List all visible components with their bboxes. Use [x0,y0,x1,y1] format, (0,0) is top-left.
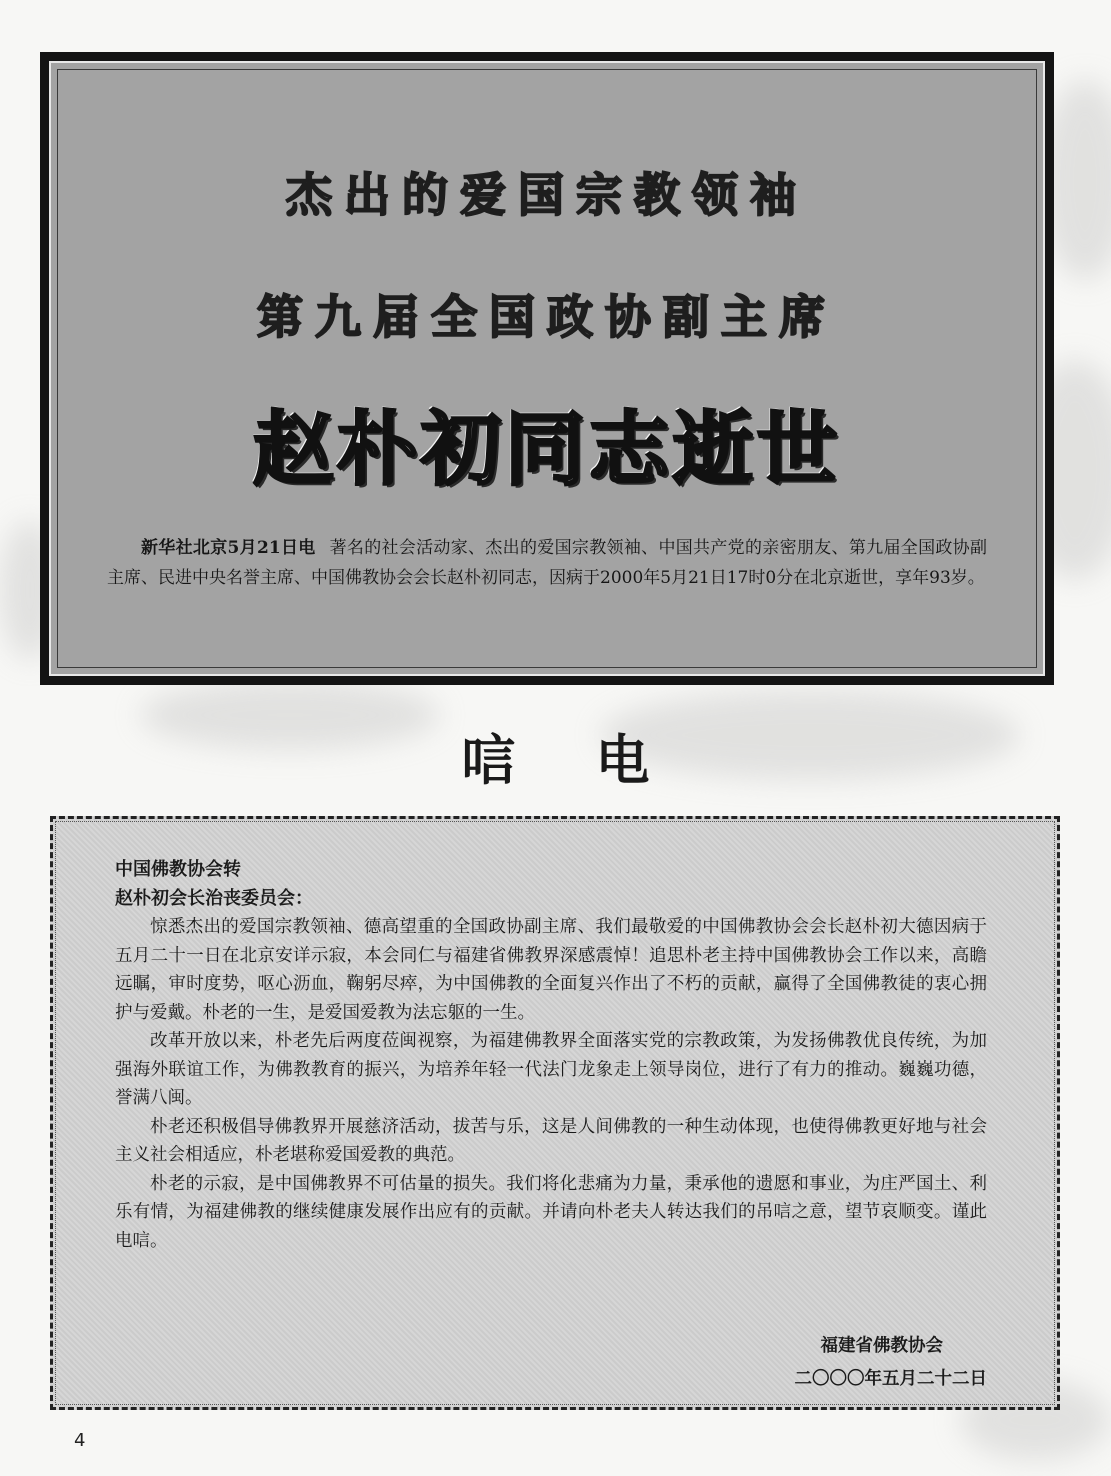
condolence-title: 唁电 [461,729,730,792]
news-report [107,533,987,593]
condolence-paragraph: 朴老还积极倡导佛教界开展慈济活动，拔苦与乐，这是人间佛教的一种生动体现，也使得佛教更好地与社会主义社会相适应，朴老堪称爱国爱教的典范。 [115,1116,987,1165]
condolence-box [50,816,1060,1410]
page-number: 4 [74,1430,86,1451]
news-body: 著名的社会活动家、杰出的爱国宗教领袖、中国共产党的亲密朋友、第九届全国政协副主席、民进中央名誉主席、中国佛教协会会长赵朴初同志，因病于2000年5月21日17时0分在北京逝世，享年93岁。 [107,538,987,588]
headline-leader: 杰出的爱国宗教领袖 [286,168,808,222]
addressee-line-1: 中国佛教协会转 [115,859,241,880]
condolence-paragraph: 惊悉杰出的爱国宗教领袖、德高望重的全国政协副主席、我们最敬爱的中国佛教协会会长赵朴初大德因病于五月二十一日在北京安详示寂，本会同仁与福建省佛教界深感震悼！追思朴老主持中国佛教协会工作以来，高瞻远瞩，审时度势，呕心沥血，鞠躬尽瘁，为中国佛教的全面复兴作出了不朽的贡献，赢得了全国佛教徒的衷心拥护与爱戴。朴老的一生，是爱国爱教为法忘躯的一生。 [115,917,987,1023]
condolence-body [115,855,987,1255]
condolence-paragraph: 朴老的示寂，是中国佛教界不可估量的损失。我们将化悲痛为力量，秉承他的遗愿和事业，为庄严国土、利乐有情，为福建佛教的继续健康发展作出应有的贡献。并请向朴老夫人转达我们的吊唁之意，望节哀顺变。谨此电唁。 [115,1173,987,1251]
headline-title: 第九届全国政协副主席 [257,290,837,344]
condolence-paragraph: 改革开放以来，朴老先后两度莅闽视察，为福建佛教界全面落实党的宗教政策，为发扬佛教优良传统，为加强海外联谊工作，为佛教教育的振兴，为培养年轻一代法门龙象走上领导岗位，进行了有力的推动。巍巍功德，誉满八闽。 [115,1031,987,1108]
signature-organization: 福建省佛教协会 [820,1336,943,1356]
signature-date: 二〇〇〇年五月二十二日 [794,1369,987,1389]
headline-main: 赵朴初同志逝世 [253,403,841,496]
news-dateline: 新华社北京5月21日电 [141,538,316,558]
addressee-line-2: 赵朴初会长治丧委员会： [115,888,313,909]
obituary-box [40,52,1054,685]
obituary-panel [49,61,1045,676]
